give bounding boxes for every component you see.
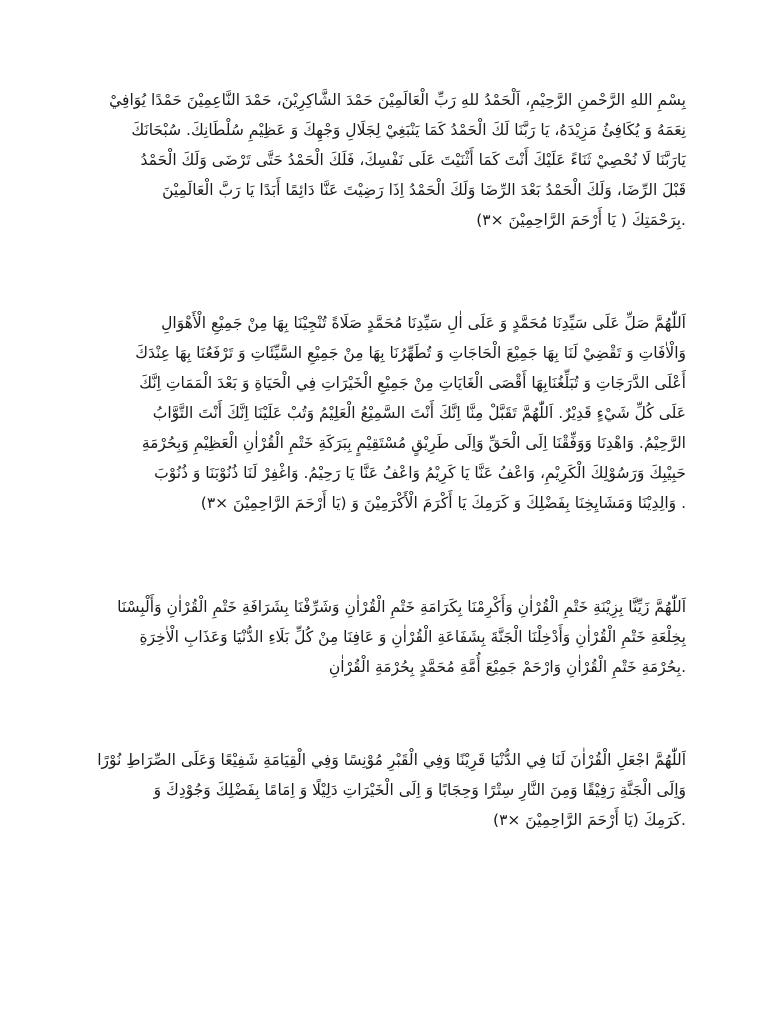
text-line: .بِحُرْمَةِ خَتْمِ الْقُرْاٰنِ وَارْحَمْ جَمِيْعَ أُمَّةِ مُحَمَّدٍ بِحُرْمَةِ الْقُرْاٰنِ — [328, 658, 686, 676]
paragraph-quran-companion — [82, 745, 686, 835]
paragraph-khatm-quran — [82, 592, 686, 682]
paragraph-salawat — [82, 308, 686, 518]
text-line: بِخِلْعَةِ خَتْمِ الْقُرْاٰنِ وَأَدْخِلْنَا الْجَنَّةَ بِشَفَاعَةِ الْقُرْاٰنِ وَ عَافِنَا مِنْ كُلِّ بَلَاءِ الدُّنْيَا وَعَذَابِ الْاٰخِرَةِ — [139, 628, 686, 646]
text-line: اَللّٰهُمَّ اجْعَلِ الْقُرْاٰنَ لَنَا فِي الدُّنْيَا قَرِيْنًا وَفِي الْقَبْرِ مُوْنِسًا وَفِي الْقِيَامَةِ شَفِيْعًا وَعَلَى الصِّرَاطِ نُوْرًا — [97, 751, 686, 769]
text-line: .بِرَحْمَتِكَ ( يَا أَرْحَمَ الرَّاحِمِيْنَ ×٣) — [476, 211, 686, 229]
text-line: اَللّٰهُمَّ صَلِّ عَلَى سَيِّدِنَا مُحَمَّدٍ وَ عَلَى اٰلِ سَيِّدِنَا مُحَمَّدٍ صَلَاةً تُنْجِيْنَا بِهَا مِنْ جَمِيْعِ الْأَهْوَالِ — [161, 314, 686, 332]
text-line: قَبْلَ الرِّضَا، وَلَكَ الْحَمْدُ بَعْدَ الرِّضَا وَلَكَ الْحَمْدُ اِذَا رَضِيْتَ عَنَّا دَائِمًا أَبَدًا يَا رَبَّ الْعَالَمِيْنَ — [162, 181, 686, 199]
text-line: يَارَبَّنَا لَا نُحْصِيْ ثَنَاءً عَلَيْكَ أَنْتَ كَمَا أَثْنَيْتَ عَلَى نَفْسِكَ، فَلَكَ الْحَمْدُ حَتَّى تَرْضَى وَلَكَ الْحَمْدُ — [140, 151, 686, 169]
paragraph-opening-praise — [82, 85, 686, 235]
text-line: وَالْاٰفَاتِ وَ تَقْضِيْ لَنَا بِهَا جَمِيْعَ الْحَاجَاتِ وَ تُطَهِّرُنَا بِهَا مِنْ جَمِيْعِ السَّيِّئَاتِ وَ تَرْفَعُنَا بِهَا عِنْدَكَ — [135, 344, 686, 362]
text-line: اَللّٰهُمَّ زَيِّنَّا بِزِيْنَةِ خَتْمِ الْقُرْاٰنِ وَأَكْرِمْنَا بِكَرَامَةِ خَتْمِ الْقُرْاٰنِ وَشَرِّفْنَا بِشَرَافَةِ خَتْمِ الْقُرْاٰنِ وَأَلْبِسْنَا — [117, 598, 686, 616]
text-line: الرَّحِيْمُ. وَاهْدِنَا وَوَفِّقْنَا اِلَى الْحَقِّ وَاِلَى طَرِيْقٍ مُسْتَقِيْمٍ بِبَرَكَةِ خَتْمِ الْقُرْاٰنِ الْعَظِيْمِ وَبِحُرْمَةِ — [141, 434, 686, 452]
text-line: حَبِيْبِكَ وَرَسُوْلِكَ الْكَرِيْمِ، وَاعْفُ عَنَّا يَا كَرِيْمُ وَاعْفُ عَنَّا يَا رَحِيْمُ. وَاغْفِرْ لَنَا ذُنُوْبَنَا وَ ذُنُوْبَ — [154, 464, 686, 482]
text-line: نِعَمَهُ وَ يُكَافِئُ مَزِيْدَهُ، يَا رَبَّنَا لَكَ الْحَمْدُ كَمَا يَنْبَغِيْ لِجَلَالِ وَجْهِكَ وَ عَظِيْمِ سُلْطَانِكَ. سُبْحَانَكَ — [131, 121, 686, 139]
text-line: وَاِلَى الْجَنَّةِ رَفِيْقًا وَمِنَ النَّارِ سِتْرًا وَحِجَابًا وَ اِلَى الْخَيْرَاتِ دَلِيْلًا وَ اِمَامًا بِفَضْلِكَ وَجُوْدِكَ وَ — [153, 781, 686, 799]
text-line: أَعْلَى الدَّرَجَاتِ وَ تُبَلِّغُنَابِهَا أَقْصَى الْغَايَاتِ مِنْ جَمِيْعِ الْخَيْرَاتِ فِي الْحَيَاةِ وَ بَعْدَ الْمَمَاتِ اِنَّكَ — [139, 374, 686, 392]
text-line: عَلَى كُلِّ شَيْءٍ قَدِيْرٌ. اَللّٰهُمَّ تَقَبَّلْ مِنَّا اِنَّكَ أَنْتَ السَّمِيْعُ الْعَلِيْمُ وَتُبْ عَلَيْنَا اِنَّكَ أَنْتَ التَّوَّابُ — [152, 404, 686, 422]
text-line: بِسْمِ اللهِ الرَّحْمنِ الرَّحِيْمِ، اَلْحَمْدُ للهِ رَبِّ الْعَالَمِيْنَ حَمْدَ الشَّاكِرِيْنَ، حَمْدَ النَّاعِمِيْنَ حَمْدًا يُوَافِيْ — [109, 91, 686, 109]
text-line: . وَالِدِيْنَا وَمَشَايِخِنَا بِفَضْلِكَ وَ كَرَمِكَ يَا أَكْرَمَ الْأَكْرَمِيْنَ وَ (يَا أَرْحَمَ الرَّاحِمِيْنَ ×٣) — [200, 494, 686, 512]
text-line: .كَرَمِكَ (يَا أَرْحَمَ الرَّاحِمِيْنَ ×٣) — [493, 811, 686, 829]
